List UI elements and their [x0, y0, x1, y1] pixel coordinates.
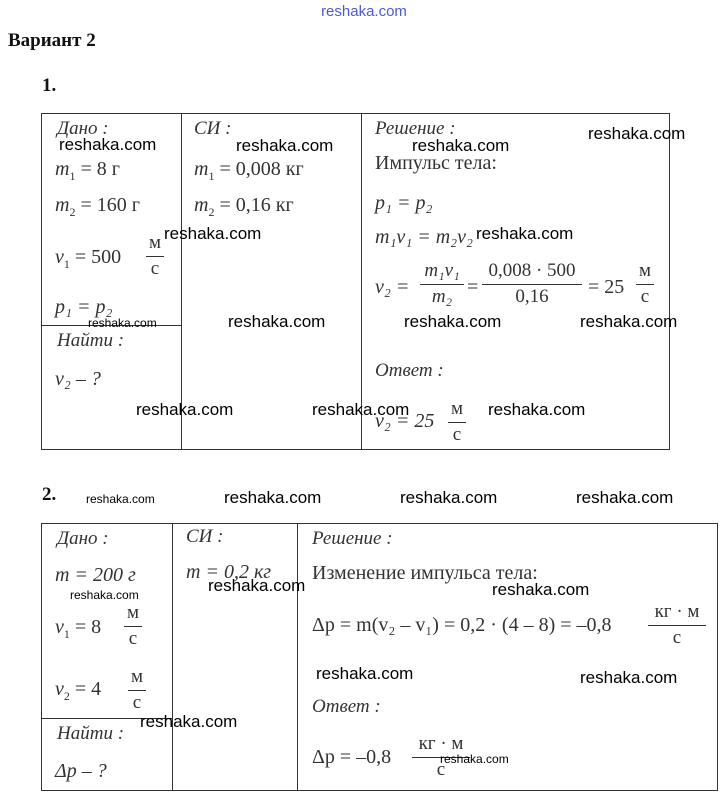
watermark: reshaka.com	[236, 136, 334, 155]
p2-given-v2: $v_2 = 4$	[55, 678, 102, 703]
watermark: reshaka.com	[412, 136, 510, 155]
p1-si-label: СИ :	[194, 118, 232, 139]
p2-answer-unit: кг · м с	[412, 733, 470, 781]
p1-eq2: m₁v₁ = m₂v₂	[375, 226, 473, 248]
p1-si-m2: $m_2 = 0,16$ кг	[194, 194, 294, 219]
p2-reshenie-label: Решение :	[312, 528, 393, 549]
p2-solution-intro: Изменение импульса тела:	[312, 562, 538, 584]
watermark: reshaka.com	[164, 224, 262, 243]
problem-2-number: 2.	[42, 484, 57, 505]
watermark: reshaka.com	[476, 224, 574, 243]
p1-si-m1: $m_1 = 0,008$ кг	[194, 158, 304, 183]
p1-reshenie-label: Решение :	[375, 118, 456, 139]
watermark: reshaka.com	[400, 488, 498, 507]
p2-otvet-label: Ответ :	[312, 696, 381, 717]
p1-eq1: p₁ = p₂	[375, 192, 433, 214]
p2-given-v2-unit: м с	[128, 666, 146, 714]
problem-1-number: 1.	[42, 75, 57, 96]
watermark-top: reshaka.com	[321, 3, 407, 20]
p1-solution-intro: Импульс тела:	[375, 152, 497, 174]
p1-eq-sign: =	[467, 276, 479, 298]
p2-naiti-label: Найти :	[57, 723, 125, 744]
p2-dano-label: Дано :	[57, 528, 109, 549]
p2-si-label: СИ :	[186, 526, 224, 547]
variant-heading: Вариант 2	[8, 30, 96, 51]
p1-result: = 25	[588, 276, 625, 298]
p1-find: v₂ – ?	[55, 368, 101, 390]
watermark: reshaka.com	[224, 488, 322, 507]
p1-v2-lhs: v₂ =	[375, 276, 410, 298]
p1-answer: v₂ = 25	[375, 410, 435, 432]
watermark: reshaka.com	[86, 492, 155, 506]
watermark: reshaka.com	[136, 400, 234, 419]
watermark: reshaka.com	[492, 580, 590, 599]
p2-si-m: m = 0,2 кг	[186, 561, 272, 583]
p1-frac2: 0,008 · 500 0,16	[482, 260, 582, 308]
watermark: reshaka.com	[404, 312, 502, 331]
p1-dano-label: Дано :	[57, 118, 109, 139]
p2-answer: Δp = –0,8	[312, 746, 392, 768]
p2-given-v1: $v_1 = 8$	[55, 616, 102, 641]
watermark: reshaka.com	[316, 664, 414, 683]
watermark: reshaka.com	[580, 668, 678, 687]
watermark: reshaka.com	[140, 712, 238, 731]
watermark: reshaka.com	[576, 488, 674, 507]
p2-given-m: m = 200 г	[55, 564, 136, 586]
p1-naiti-label: Найти :	[57, 330, 125, 351]
p2-given-v1-unit: м с	[124, 602, 142, 650]
p2-solution-eq: Δp = m(v₂ – v₁) = 0,2 · (4 – 8) = –0,8	[312, 614, 612, 636]
p1-given-p: p₁ = p₂	[55, 296, 113, 318]
p1-given-v1: $v_1 = 500$	[55, 246, 122, 271]
p1-given-m1: $m_1 = 8$ г	[55, 158, 120, 183]
p2-find: Δp – ?	[55, 760, 107, 782]
p1-answer-unit: м с	[448, 398, 466, 446]
p1-given-v1-unit: м с	[146, 232, 164, 280]
p1-frac1: m₁v₁ m₂	[420, 260, 464, 308]
p1-result-unit: м с	[636, 260, 654, 308]
p1-given-m2: $m_2 = 160$ г	[55, 194, 140, 219]
watermark: reshaka.com	[588, 124, 686, 143]
watermark: reshaka.com	[312, 400, 410, 419]
watermark: reshaka.com	[580, 312, 678, 331]
watermark: reshaka.com	[488, 400, 586, 419]
watermark: reshaka.com	[440, 752, 509, 766]
watermark: reshaka.com	[228, 312, 326, 331]
watermark: reshaka.com	[208, 576, 306, 595]
watermark: reshaka.com	[88, 316, 157, 330]
watermark: reshaka.com	[59, 135, 157, 154]
p2-solution-unit: кг · м с	[648, 601, 706, 649]
watermark: reshaka.com	[70, 588, 139, 602]
p1-otvet-label: Ответ :	[375, 360, 444, 381]
